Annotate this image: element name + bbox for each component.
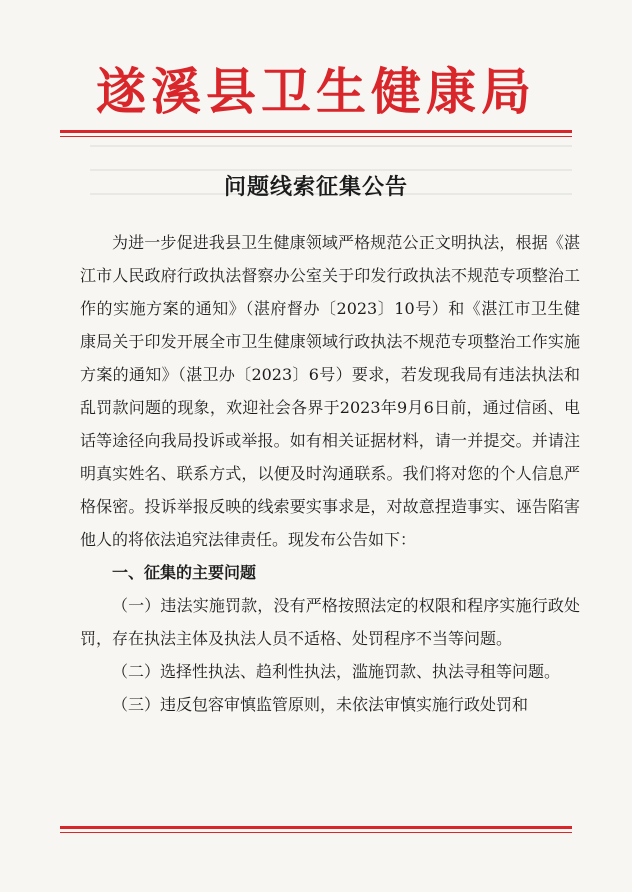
letterhead-title: 遂溪县卫生健康局 bbox=[96, 62, 536, 121]
footer-red-rule bbox=[60, 826, 572, 829]
footer-red-rule-thin bbox=[60, 832, 572, 833]
issue-item-1: （一）违法实施罚款，没有严格按照法定的权限和程序实施行政处罚，存在执法主体及执法人员不适格、处罚程序不当等问题。 bbox=[80, 596, 580, 648]
letterhead-red-rule-thin bbox=[60, 136, 572, 137]
issue-item-3: （三）违反包容审慎监管原则，未依法审慎实施行政处罚和 bbox=[112, 695, 529, 714]
intro-paragraph: 为进一步促进我县卫生健康领域严格规范公正文明执法，根据《湛江市人民政府行政执法督察办公室关于印发行政执法不规范专项整治工作的实施方案的通知》（湛府督办〔2023〕10号）和《湛江市卫生健康局关于印发开展全市卫生健康领域行政执法不规范专项整治工作实施方案的通知》（湛卫办〔2023〕6号）要求，若发现我局有违法执法和乱罚款问题的现象，欢迎社会各界于2023年9月6日前，通过信函、电话等途径向我局投诉或举报。如有相关证据材料，请一并提交。并请注明真实姓名、联系方式，以便及时沟通联系。我们将对您的个人信息严格保密。投诉举报反映的线索要实事求是，对故意捏造事实、诬告陷害他人的将依法追究法律责任。现发布公告如下： bbox=[80, 233, 580, 549]
issue-item-2: （二）选择性执法、趋利性执法，滥施罚款、执法寻租等问题。 bbox=[112, 662, 561, 681]
notice-body bbox=[80, 226, 580, 721]
notice-title: 问题线索征集公告 bbox=[223, 174, 408, 200]
letterhead-red-rule bbox=[60, 130, 572, 133]
section-heading-main-issues: 一、征集的主要问题 bbox=[112, 563, 257, 582]
